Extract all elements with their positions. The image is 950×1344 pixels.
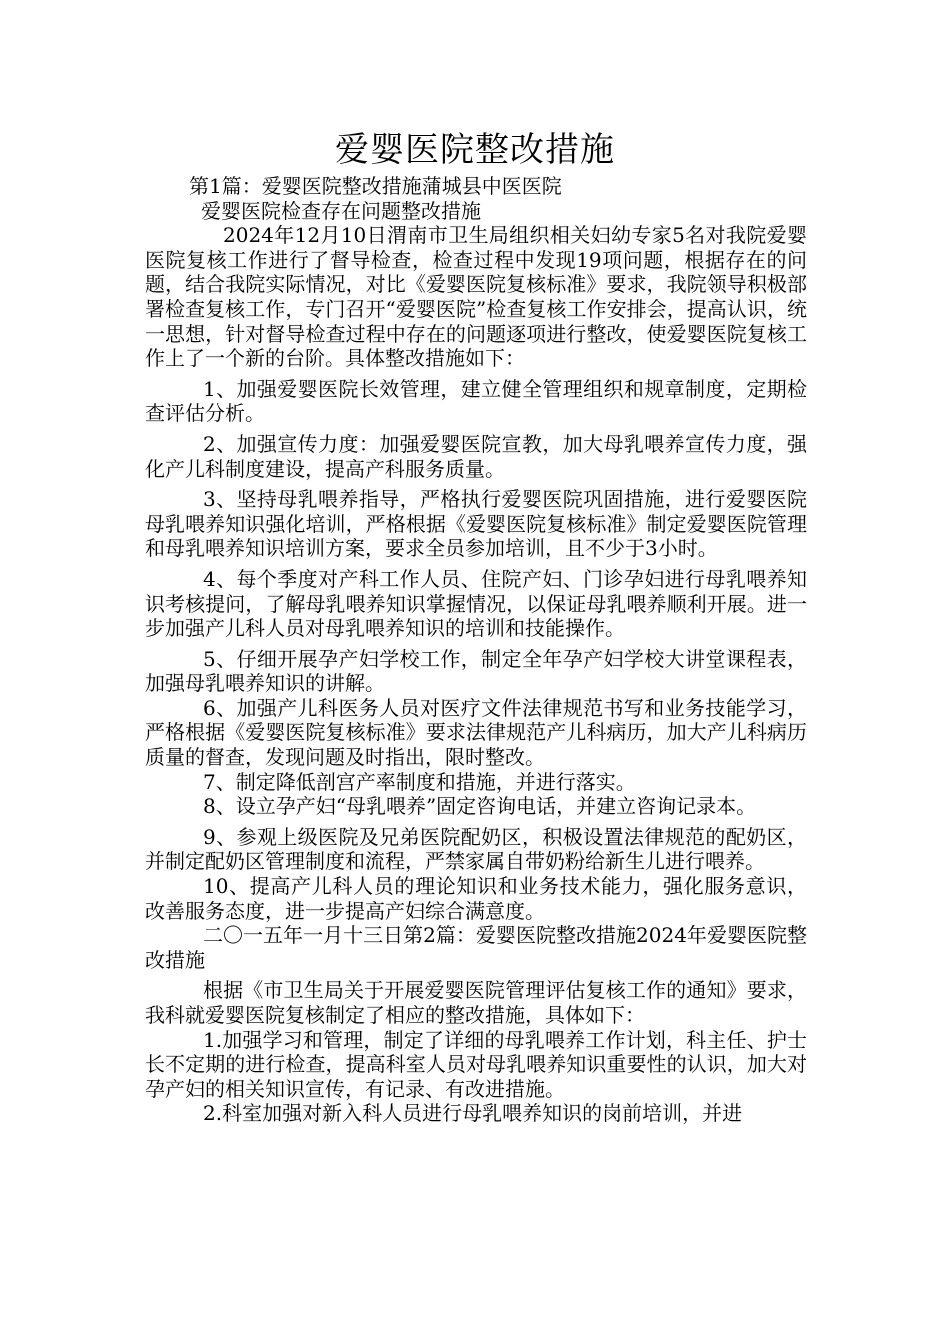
part2-item-2: 2.科室加强对新入科人员进行母乳喂养知识的岗前培训，并进: [203, 1101, 743, 1126]
intro-paragraph: 2024年12月10日渭南市卫生局组织相关妇幼专家5名对我院爱婴医院复核工作进行了督导检查，检查过程中发现19项问题，根据存在的问题，结合我院实际情况，对比《爱婴医院复核标准》要求，我院领导积极部署检查复核工作，专门召开“爱婴医院”检查复核工作安排会，提高认识，统一思想，针对督导检查过程中存在的问题逐项进行整改，使爱婴医院复核工作上了一个新的台阶。具体整改措施如下：: [145, 223, 807, 371]
measure-item-9: 9、参观上级医院及兄弟医院配奶区，积极设置法律规范的配奶区，并制定配奶区管理制度和流程，严禁家属自带奶粉给新生儿进行喂养。: [145, 824, 807, 874]
measure-item-4: 4、每个季度对产科工作人员、住院产妇、门诊孕妇进行母乳喂养知识考核提问，了解母乳喂养知识掌握情况，以保证母乳喂养顺利开展。进一步加强产儿科人员对母乳喂养知识的培训和技能操作。: [145, 566, 807, 641]
document-body: [145, 174, 807, 1126]
section-heading-2: 爱婴医院检查存在问题整改措施: [201, 198, 481, 223]
measure-item-5: 5、仔细开展孕产妇学校工作，制定全年孕产妇学校大讲堂课程表，加强母乳喂养知识的讲解。: [145, 646, 807, 696]
part2-item-1: 1.加强学习和管理，制定了详细的母乳喂养工作计划，科主任、护士长不定期的进行检查，提高科室人员对母乳喂养知识重要性的认识，加大对孕产妇的相关知识宣传，有记录、有改进措施。: [145, 1027, 807, 1101]
part2-intro: 根据《市卫生局关于开展爱婴医院管理评估复核工作的通知》要求，我科就爱婴医院复核制定了相应的整改措施，具体如下：: [145, 978, 807, 1027]
measure-item-1: 1、加强爱婴医院长效管理，建立健全管理组织和规章制度，定期检查评估分析。: [145, 376, 807, 426]
measure-item-7: 7、制定降低剖宫产率制度和措施，并进行落实。: [203, 769, 636, 794]
measure-item-10: 10、提高产儿科人员的理论知识和业务技术能力，强化服务意识，改善服务态度，进一步提高产妇综合满意度。: [145, 874, 807, 923]
closing-line: 二〇一五年一月十三日第2篇：爱婴医院整改措施2024年爱婴医院整改措施: [145, 923, 807, 972]
measure-item-8: 8、设立孕产妇“母乳喂养”固定咨询电话，并建立咨询记录本。: [203, 794, 757, 819]
measure-item-6: 6、加强产儿科医务人员对医疗文件法律规范书写和业务技能学习，严格根据《爱婴医院复核标准》要求法律规范产儿科病历，加大产儿科病历质量的督查，发现问题及时指出，限时整改。: [145, 695, 807, 770]
section-heading-1: 第1篇：爱婴医院整改措施蒲城县中医医院: [189, 174, 562, 198]
document-title: 爱婴医院整改措施: [335, 130, 615, 170]
measure-item-3: 3、坚持母乳喂养指导，严格执行爱婴医院巩固措施，进行爱婴医院母乳喂养知识强化培训，严格根据《爱婴医院复核标准》制定爱婴医院管理和母乳喂养知识培训方案，要求全员参加培训，且不少于3小时。: [145, 487, 807, 561]
measure-item-2: 2、加强宣传力度：加强爱婴医院宣教，加大母乳喂养宣传力度，强化产儿科制度建设，提高产科服务质量。: [145, 431, 807, 481]
